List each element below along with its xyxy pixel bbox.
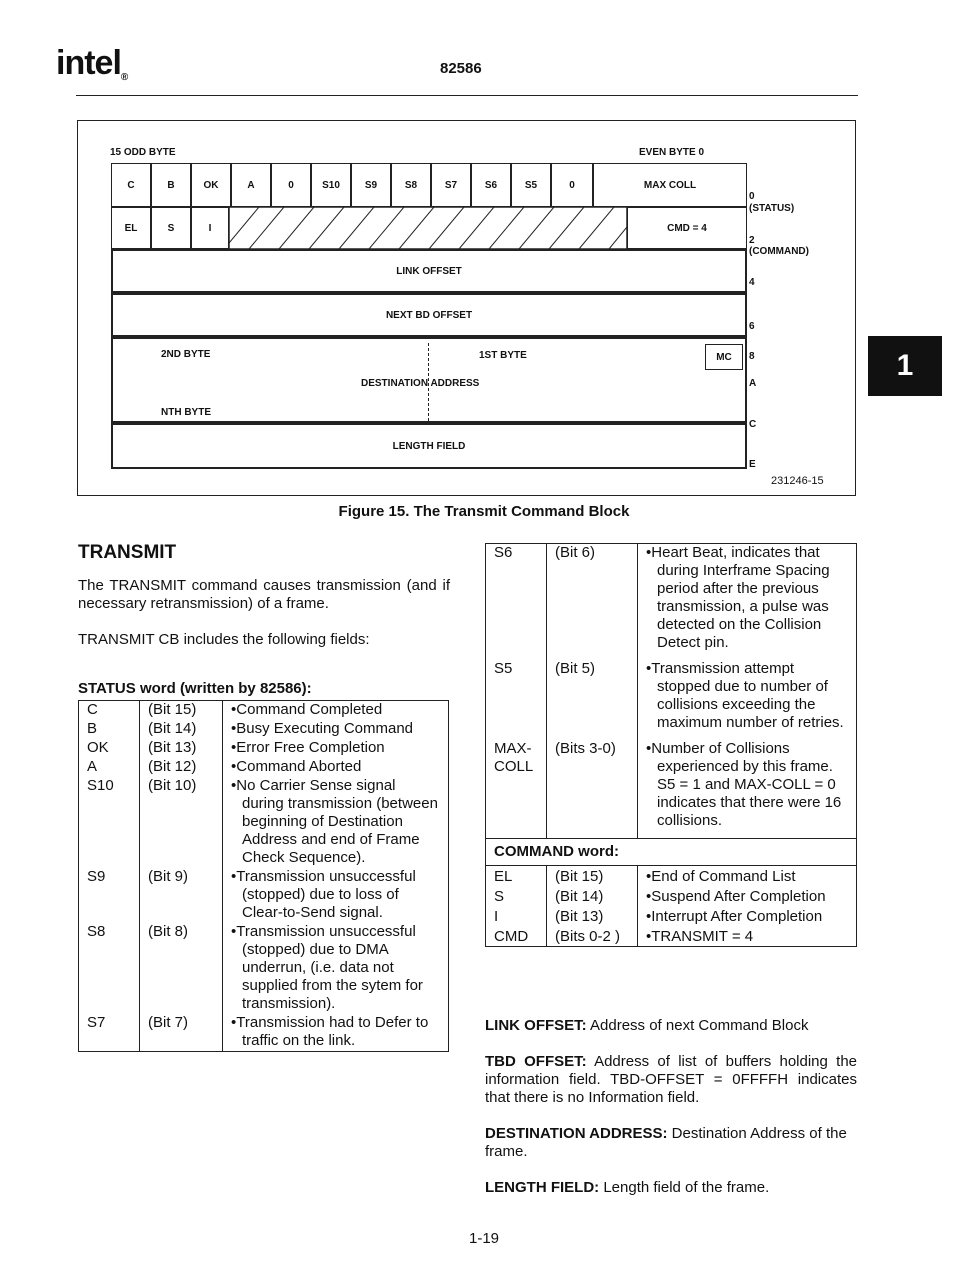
field-bits: (Bit 8) xyxy=(140,923,223,1014)
table-row xyxy=(79,923,449,1014)
field-name: S10 xyxy=(79,777,140,868)
reserved-hatch xyxy=(229,207,627,249)
def-text: Length field of the frame. xyxy=(599,1179,770,1196)
field-name: S xyxy=(486,886,547,906)
status-bit-cell: 0 xyxy=(271,163,311,207)
page-number: 1-19 xyxy=(468,1230,500,1247)
status-bit-cell: S10 xyxy=(311,163,351,207)
field-bits: (Bit 14) xyxy=(547,886,638,906)
field-bits: (Bit 13) xyxy=(140,739,223,758)
offset-2: 2 xyxy=(749,235,755,246)
table-row xyxy=(486,926,857,947)
field-description: • Suspend After Completion xyxy=(638,886,857,906)
command-bit-cell: S xyxy=(151,207,191,249)
field-bits: (Bits 0-2 ) xyxy=(547,926,638,947)
command-bit-cell: I xyxy=(191,207,229,249)
status-bit-cell: OK xyxy=(191,163,231,207)
field-name: S7 xyxy=(79,1014,140,1052)
command-heading-row xyxy=(486,839,857,866)
field-description: • Heart Beat, indicates that during Interframe Spacing period after the previous transmission, a pulse was detected on the Collision Detect pin. xyxy=(638,544,857,661)
offset-4: 4 xyxy=(749,277,755,288)
intro-paragraph: The TRANSMIT command causes transmission (and if necessary retransmission) of a frame. xyxy=(78,577,450,612)
status-bit-cell: B xyxy=(151,163,191,207)
table-row xyxy=(79,868,449,923)
def-term: DESTINATION ADDRESS: xyxy=(485,1125,668,1142)
odd-byte-label: 15 ODD BYTE xyxy=(110,147,176,158)
byte-divider xyxy=(428,343,429,421)
second-byte-label: 2ND BYTE xyxy=(161,349,211,360)
mc-cell: MC xyxy=(705,344,743,370)
table-row xyxy=(486,740,857,839)
offset-8: 8 xyxy=(749,351,755,362)
field-bits: (Bit 14) xyxy=(140,720,223,739)
field-bits: (Bit 10) xyxy=(140,777,223,868)
table-row xyxy=(486,906,857,926)
field-name: CMD xyxy=(486,926,547,947)
table-row xyxy=(79,758,449,777)
status-word-table xyxy=(78,700,449,1052)
field-name: OK xyxy=(79,739,140,758)
field-bits: (Bit 12) xyxy=(140,758,223,777)
status-bit-cell: C xyxy=(111,163,151,207)
offset-status-label: (STATUS) xyxy=(749,203,795,214)
field-name: I xyxy=(486,906,547,926)
field-description: • No Carrier Sense signal during transmission (between beginning of Destination Address and end of Frame Check Sequence). xyxy=(223,777,449,868)
field-name: EL xyxy=(486,866,547,887)
table-row xyxy=(486,866,857,887)
page-header-part: 82586 xyxy=(440,60,482,77)
table-row xyxy=(486,660,857,740)
field-description: • Command Completed xyxy=(223,701,449,721)
field-name: A xyxy=(79,758,140,777)
field-name: S9 xyxy=(79,868,140,923)
field-description: • Error Free Completion xyxy=(223,739,449,758)
status-bit-cell: S8 xyxy=(391,163,431,207)
status-bit-cell: A xyxy=(231,163,271,207)
field-description: • Transmission unsuccessful (stopped) due to DMA underrun, (i.e. data not supplied from the sytem for transmission). xyxy=(223,923,449,1014)
table-row xyxy=(486,886,857,906)
length-field: LENGTH FIELD xyxy=(111,423,747,469)
length-field-definition xyxy=(485,1179,857,1197)
figure-id: 231246-15 xyxy=(771,475,824,487)
first-byte-label: 1ST BYTE xyxy=(479,350,527,361)
field-name: B xyxy=(79,720,140,739)
status-bit-cell: S6 xyxy=(471,163,511,207)
table-row xyxy=(79,1014,449,1052)
link-offset-field: LINK OFFSET xyxy=(111,249,747,293)
field-name: S8 xyxy=(79,923,140,1014)
def-term: LINK OFFSET: xyxy=(485,1017,587,1034)
offset-0: 0 xyxy=(749,191,755,202)
cmd-cell: CMD = 4 xyxy=(627,207,747,249)
header-divider xyxy=(76,95,858,96)
field-description: • TRANSMIT = 4 xyxy=(638,926,857,947)
status-bit-cell: S9 xyxy=(351,163,391,207)
status-bit-cell: S7 xyxy=(431,163,471,207)
status-continued-table xyxy=(485,543,857,947)
status-heading: STATUS word (written by 82586): xyxy=(78,680,312,697)
nth-byte-label: NTH BYTE xyxy=(161,407,211,418)
table-row xyxy=(79,739,449,758)
even-byte-label: EVEN BYTE 0 xyxy=(639,147,705,158)
field-name: S6 xyxy=(486,544,547,661)
field-bits: (Bits 3-0) xyxy=(547,740,638,839)
def-text: Address of list of buffers holding the information field. TBD-OFFSET = 0FFFFH indicates that there is no Information field. xyxy=(485,1053,857,1106)
def-text: Address of next Command Block xyxy=(586,1017,809,1034)
destination-address-field xyxy=(111,337,747,423)
status-bit-cell: S5 xyxy=(511,163,551,207)
field-description: • Transmission attempt stopped due to number of collisions exceeding the maximum number of retries. xyxy=(638,660,857,740)
next-bd-offset-field: NEXT BD OFFSET xyxy=(111,293,747,337)
command-bit-cell: EL xyxy=(111,207,151,249)
field-description: • Command Aborted xyxy=(223,758,449,777)
field-description: • End of Command List xyxy=(638,866,857,887)
table-row xyxy=(79,720,449,739)
field-bits: (Bit 5) xyxy=(547,660,638,740)
destination-address-definition xyxy=(485,1125,857,1161)
figure-caption: Figure 15. The Transmit Command Block xyxy=(338,503,630,520)
field-bits: (Bit 7) xyxy=(140,1014,223,1052)
offset-c: C xyxy=(749,419,757,430)
field-description: • Number of Collisions experienced by this frame. S5 = 1 and MAX-COLL = 0 indicates that there were 16 collisions. xyxy=(638,740,857,839)
command-heading: COMMAND word: xyxy=(486,839,857,866)
link-offset-definition xyxy=(485,1017,857,1035)
field-name: MAX-COLL xyxy=(486,740,547,839)
field-name: C xyxy=(79,701,140,721)
max-coll-cell: MAX COLL xyxy=(593,163,747,207)
section-title: TRANSMIT xyxy=(78,542,177,563)
intel-logo: intel® xyxy=(56,44,128,83)
offset-6: 6 xyxy=(749,321,755,332)
offset-command-label: (COMMAND) xyxy=(749,246,809,257)
table-row xyxy=(79,777,449,868)
offset-e: E xyxy=(749,459,756,470)
def-term: LENGTH FIELD: xyxy=(485,1179,600,1196)
destination-address-label: DESTINATION ADDRESS xyxy=(361,378,480,389)
field-description: • Transmission had to Defer to traffic on the link. xyxy=(223,1014,449,1052)
tbd-offset-definition xyxy=(485,1053,857,1107)
transmit-command-block-figure xyxy=(77,120,856,496)
field-bits: (Bit 13) xyxy=(547,906,638,926)
field-description: • Busy Executing Command xyxy=(223,720,449,739)
def-text: Destination Address of the frame. xyxy=(485,1125,847,1160)
field-bits: (Bit 15) xyxy=(140,701,223,721)
offset-a: A xyxy=(749,378,757,389)
field-bits: (Bit 9) xyxy=(140,868,223,923)
section-tab: 1 xyxy=(868,336,942,396)
intro-fields-paragraph: TRANSMIT CB includes the following fields: xyxy=(78,631,370,648)
status-bit-cell: 0 xyxy=(551,163,593,207)
def-term: TBD OFFSET: xyxy=(485,1053,587,1070)
field-name: S5 xyxy=(486,660,547,740)
field-description: • Interrupt After Completion xyxy=(638,906,857,926)
field-description: • Transmission unsuccessful (stopped) due to loss of Clear-to-Send signal. xyxy=(223,868,449,923)
field-bits: (Bit 15) xyxy=(547,866,638,887)
field-bits: (Bit 6) xyxy=(547,544,638,661)
table-row xyxy=(79,701,449,721)
table-row xyxy=(486,544,857,661)
